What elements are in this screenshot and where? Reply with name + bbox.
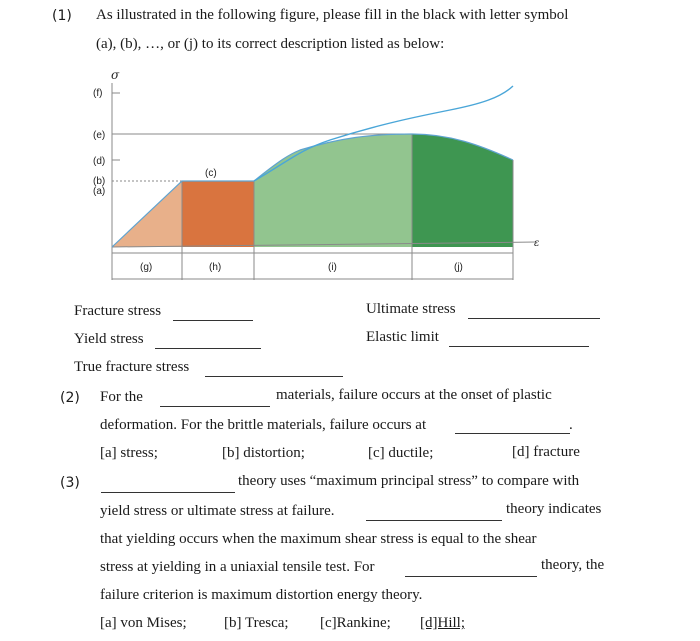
label-a: (a) <box>93 186 106 197</box>
label-c: (c) <box>205 168 217 179</box>
label-j: (j) <box>454 262 463 273</box>
necking-region <box>412 134 513 247</box>
label-h: (h) <box>209 262 222 273</box>
sigma-axis-label: σ <box>111 68 120 82</box>
stress-strain-figure <box>0 0 700 300</box>
q1-number: (1) <box>52 8 72 24</box>
q2-option-a: [a] stress; <box>100 445 158 461</box>
label-g: (g) <box>140 262 153 273</box>
q2-option-d: [d] fracture <box>512 444 580 460</box>
fracture-stress-label: Fracture stress <box>74 303 162 319</box>
label-e: (e) <box>93 130 106 141</box>
yield-stress-label: Yield stress <box>74 331 144 347</box>
hardening-region <box>254 134 412 247</box>
q1-text-line1: As illustrated in the following figure, please fill in the black with letter symbol <box>96 7 569 23</box>
label-f: (f) <box>93 88 103 99</box>
q2-line1-rest: materials, failure occurs at the onset of plastic <box>276 387 552 403</box>
q3-line4b: theory, the <box>541 557 605 573</box>
q2-option-c: [c] ductile; <box>368 445 434 461</box>
q3-line1: theory uses “maximum principal stress” to compare with <box>238 473 580 489</box>
true-fracture-stress-label: True fracture stress <box>74 359 190 375</box>
q3-number: (3) <box>60 475 80 491</box>
elastic-limit-blank[interactable] <box>449 346 589 347</box>
yield-stress-blank[interactable] <box>155 348 261 349</box>
q2-blank-2[interactable] <box>455 433 570 434</box>
q3-blank-1[interactable] <box>101 492 235 493</box>
true-fracture-stress-blank[interactable] <box>205 376 343 377</box>
q3-blank-2[interactable] <box>366 520 502 521</box>
q2-for-the: For the <box>100 389 143 405</box>
q3-line4a: stress at yielding in a uniaxial tensile test. For <box>100 559 375 575</box>
label-d: (d) <box>93 156 106 167</box>
ultimate-stress-label: Ultimate stress <box>366 301 456 317</box>
q3-line2a: yield stress or ultimate stress at failure. <box>100 503 335 519</box>
q2-line2: deformation. For the brittle materials, failure occurs at <box>100 417 427 433</box>
yield-region <box>182 181 254 247</box>
q3-line2b: theory indicates <box>506 501 602 517</box>
elastic-limit-label: Elastic limit <box>366 329 439 345</box>
q2-option-b: [b] distortion; <box>222 445 305 461</box>
q3-option-d: [d]Hill; <box>420 615 465 631</box>
label-i: (i) <box>328 262 337 273</box>
q3-blank-3[interactable] <box>405 576 537 577</box>
fracture-stress-blank[interactable] <box>173 320 253 321</box>
epsilon-axis-label: ε <box>534 238 540 249</box>
label-b: (b) <box>93 176 106 187</box>
q2-blank-1[interactable] <box>160 406 270 407</box>
q3-line5: failure criterion is maximum distortion energy theory. <box>100 587 423 603</box>
q3-option-c: [c]Rankine; <box>320 615 391 631</box>
q1-text-line2: (a), (b), …, or (j) to its correct description listed as below: <box>96 36 445 52</box>
x-label-strip <box>112 253 513 279</box>
ultimate-stress-blank[interactable] <box>468 318 600 319</box>
q2-line2-end: . <box>569 417 573 433</box>
q2-number: (2) <box>60 390 80 406</box>
q3-option-a: [a] von Mises; <box>100 615 187 631</box>
q3-line3: that yielding occurs when the maximum shear stress is equal to the shear <box>100 531 537 547</box>
q3-option-b: [b] Tresca; <box>224 615 289 631</box>
